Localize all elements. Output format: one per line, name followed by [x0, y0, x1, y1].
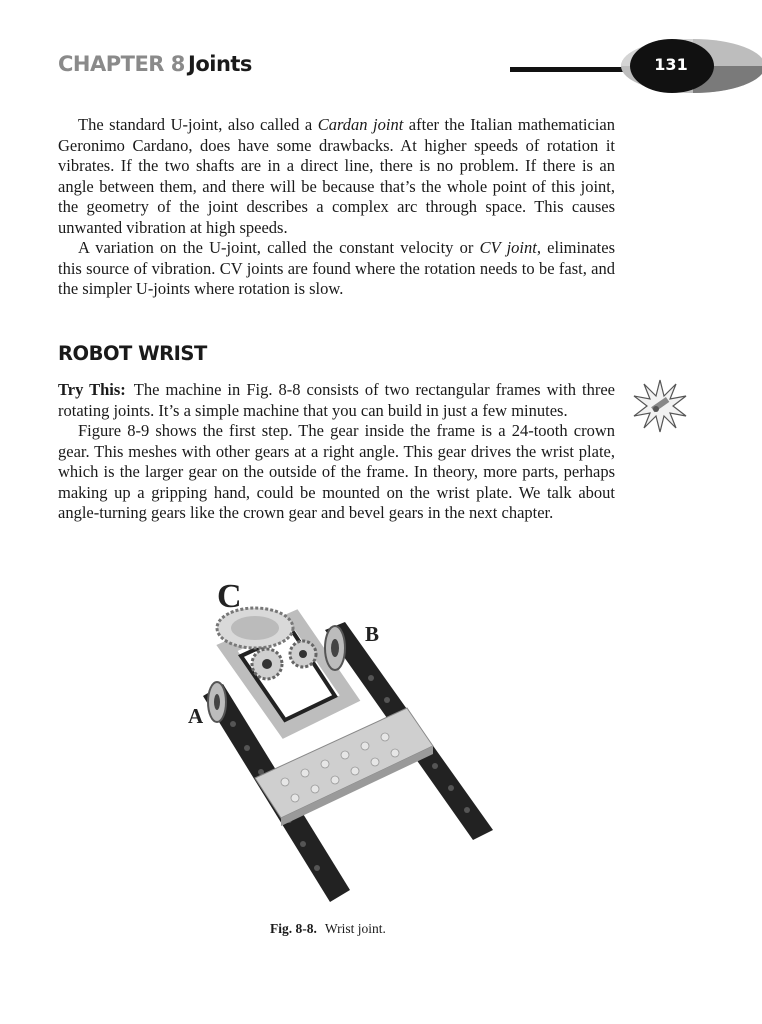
intro-text [58, 115, 615, 300]
figure-8-8 [175, 578, 505, 918]
paragraph: Figure 8-9 shows the first step. The gear inside the frame is a 24-tooth crown gear. This meshes with other gears at a right angle. This gear drives the wrist plate, which is the larger gear on the outside of the frame. In theory, more parts, perhaps making up a gripping hand, could be mounted on the wrist plate. We talk about angle-turning gears like the crown gear and bevel gears in the next chapter. [58, 421, 615, 522]
paragraph: Try This: The machine in Fig. 8-8 consists of two rectangular frames with three rotating joints. It’s a simple machine that you can build in just a few minutes. [58, 380, 615, 420]
try-this-icon [632, 378, 688, 434]
paragraph: A variation on the U-joint, called the constant velocity or CV joint, eliminates this source of vibration. CV joints are found where the rotation needs to be fast, and the simpler U-joints where rotation is slow. [58, 238, 615, 298]
section-text [58, 380, 615, 524]
caption-text: Wrist joint. [324, 921, 386, 936]
figure-caption [270, 921, 386, 937]
label-a: A [188, 704, 204, 728]
chapter-label: CHAPTER 8 [58, 52, 185, 76]
page-number: 131 [654, 55, 688, 74]
try-this-label: Try This: [58, 380, 126, 399]
paragraph: The standard U-joint, also called a Cardan joint after the Italian mathematician Geronimo Cardano, does have some drawbacks. At higher speeds of rotation it vibrates. If the two shafts are in a direct line, there is no problem. If there is an angle between them, and there will be because that’s the whole point of this joint, the geometry of the joint describes a complex arc through space. This causes unwanted vibration at high speeds. [58, 115, 615, 237]
caption-number: Fig. 8-8. [270, 921, 317, 936]
label-c: C [217, 578, 242, 615]
wrist-joint-illustration [175, 578, 505, 913]
section-heading: ROBOT WRIST [58, 342, 207, 365]
chapter-title: Joints [188, 52, 252, 76]
page-header [58, 50, 708, 100]
label-b: B [365, 622, 380, 646]
